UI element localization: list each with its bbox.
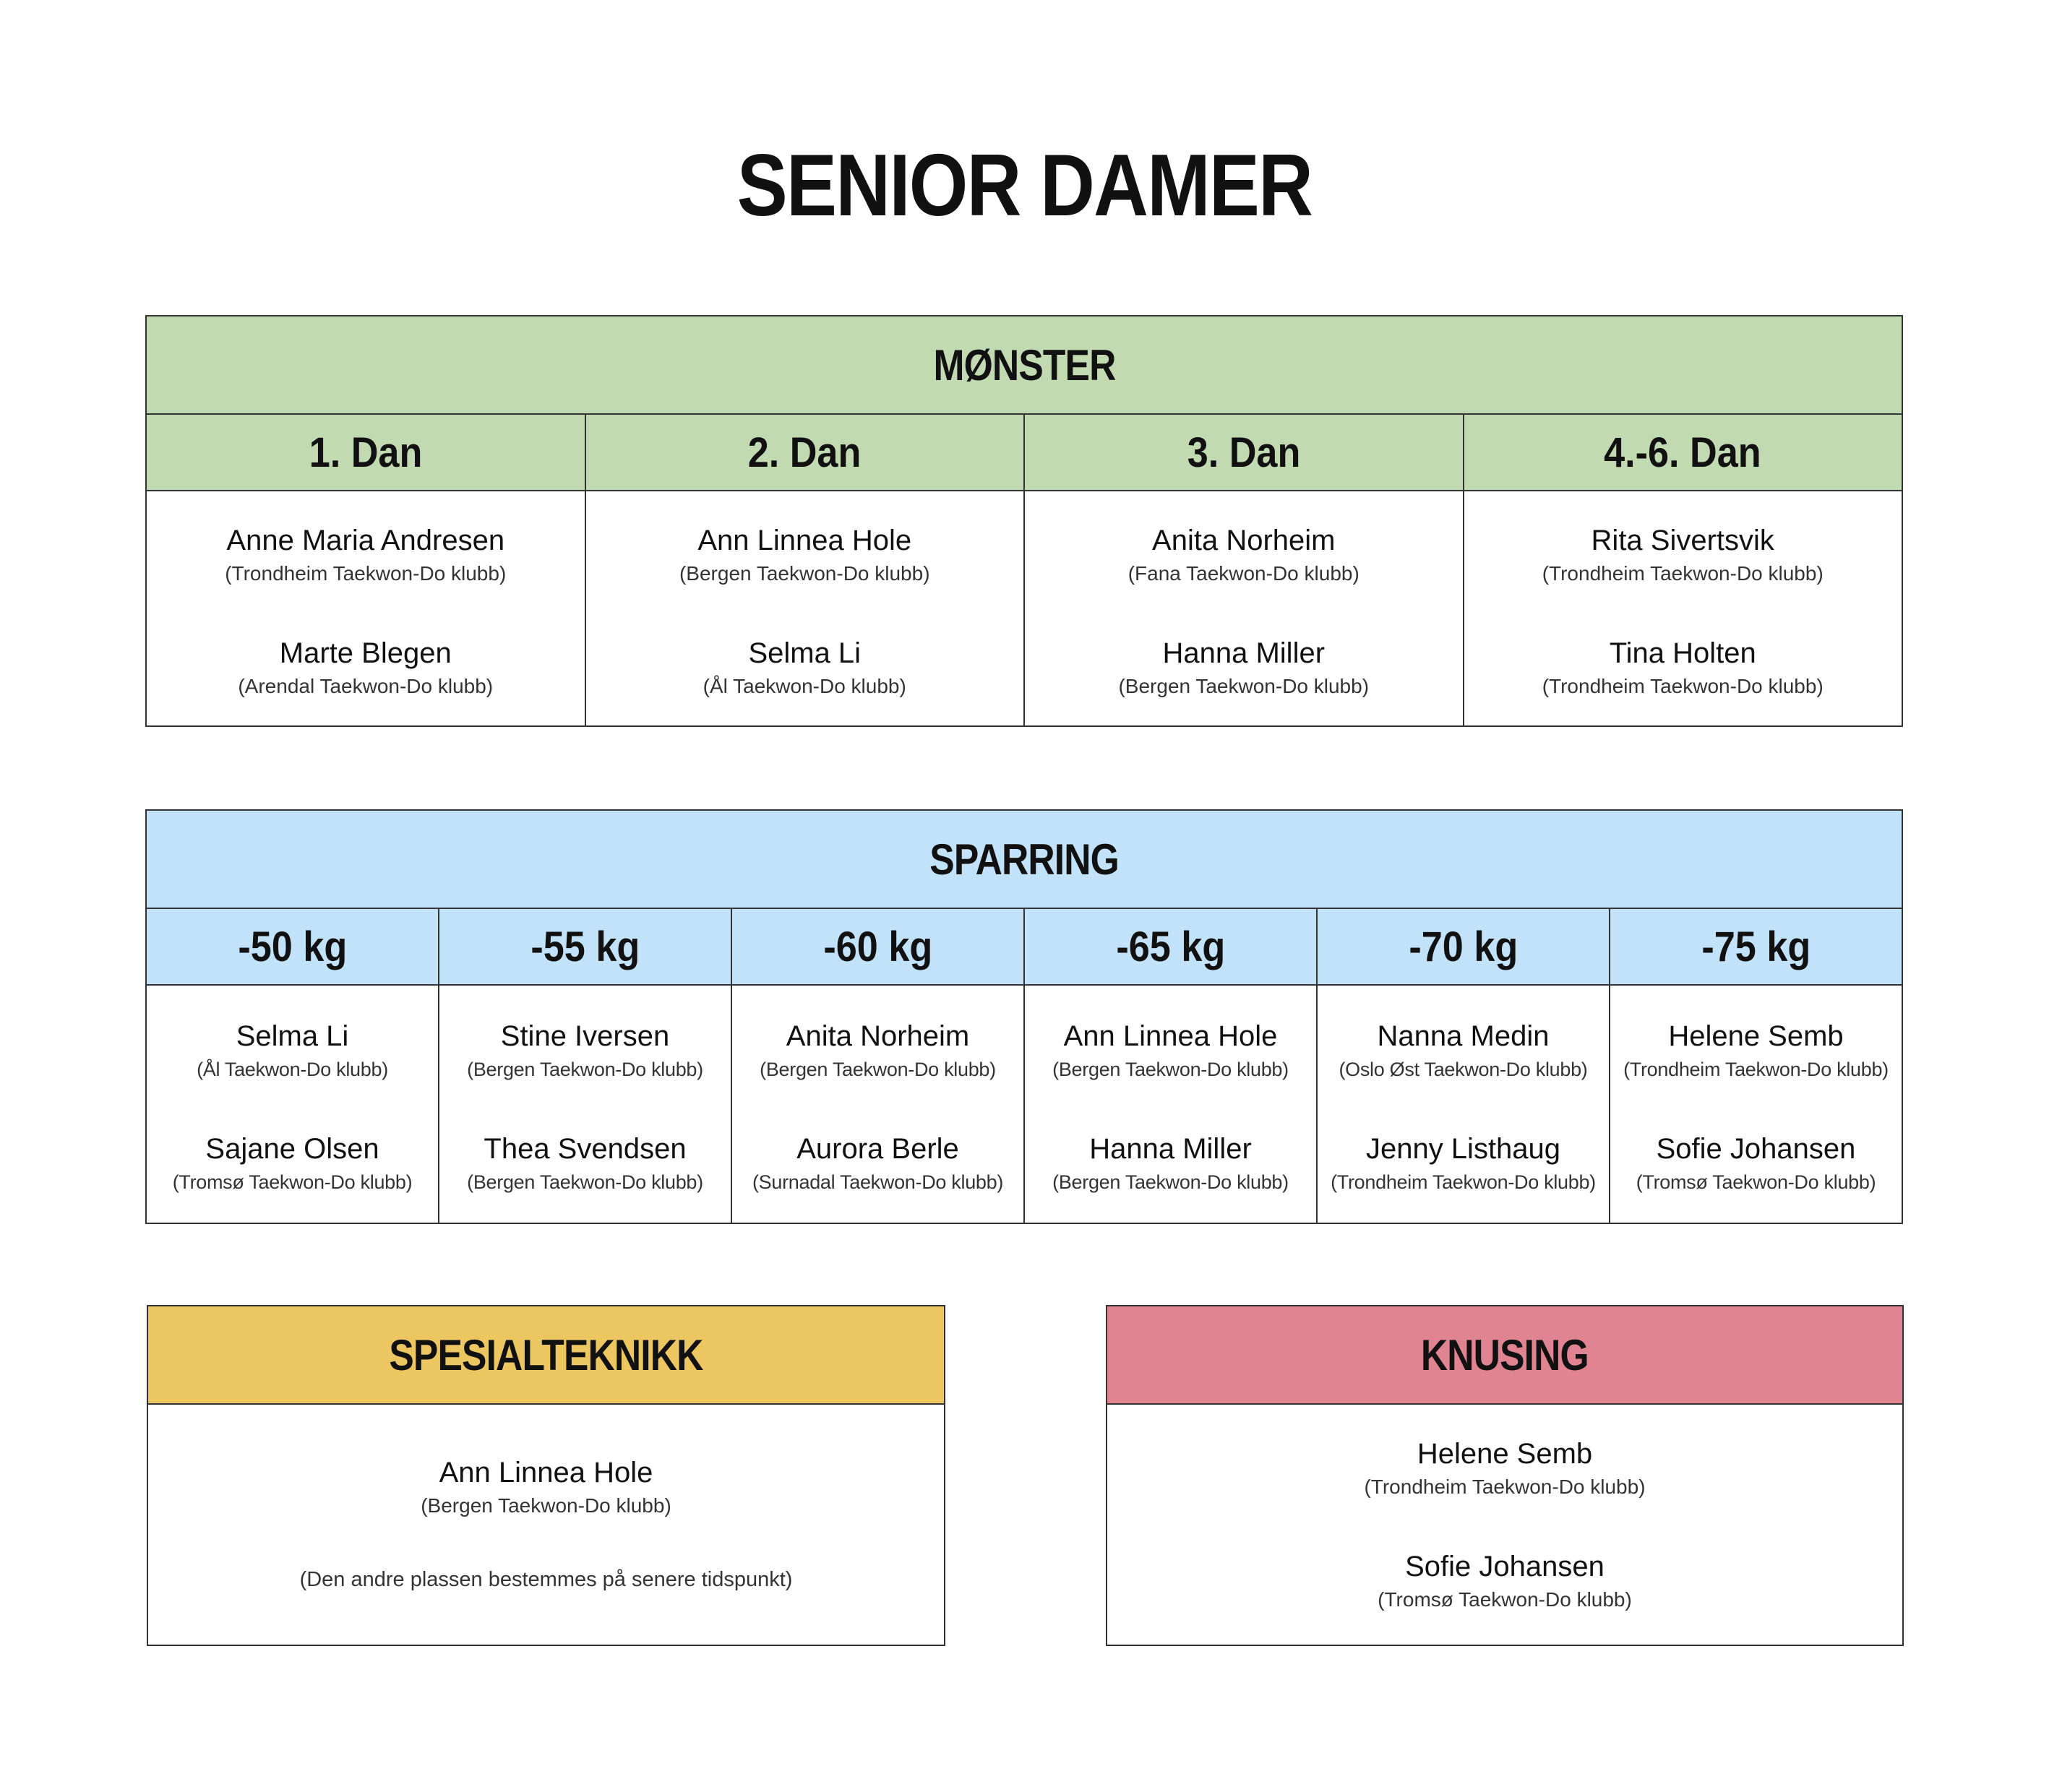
- participant-entry: [439, 1130, 731, 1197]
- monster-header: [147, 316, 1902, 415]
- participant-entry: [1318, 1130, 1609, 1197]
- participant-entry: [1610, 1130, 1902, 1197]
- sparring-col-header-75kg: -75 kg: [1701, 923, 1810, 970]
- monster-col-header-2-dan: 2. Dan: [586, 415, 1026, 490]
- participant-club: (Trondheim Taekwon-Do klubb): [225, 562, 507, 585]
- sparring-col-header-60kg: -60 kg: [732, 909, 1025, 984]
- participant-club: (Bergen Taekwon-Do klubb): [421, 1494, 671, 1517]
- participant-name: Sofie Johansen: [1656, 1133, 1856, 1165]
- participant-name: Sajane Olsen: [205, 1133, 379, 1165]
- participant-entry: [147, 1130, 438, 1197]
- participant-name: Marte Blegen: [279, 637, 452, 669]
- knusing-entries: [1107, 1405, 1902, 1645]
- participant-club: (Bergen Taekwon-Do klubb): [1052, 1171, 1289, 1193]
- sparring-col-header-55kg: -55 kg: [439, 909, 732, 984]
- knusing-cell: [1107, 1405, 1902, 1645]
- participant-name: Anne Maria Andresen: [226, 525, 505, 556]
- participant-entry: [1025, 522, 1463, 588]
- participant-name: Hanna Miller: [1162, 637, 1326, 669]
- sparring-header: [147, 811, 1902, 909]
- sparring-cell-70kg: [1318, 986, 1610, 1223]
- participant-entry: [1025, 1017, 1316, 1084]
- participant-name: Helene Semb: [1668, 1020, 1844, 1052]
- sparring-cell-60kg: [732, 986, 1025, 1223]
- participant-name: Tina Holten: [1609, 637, 1756, 669]
- monster-cell-4-6-dan: [1464, 491, 1902, 725]
- participant-entry: [1107, 1435, 1902, 1502]
- participant-club: (Bergen Taekwon-Do klubb): [1118, 675, 1370, 697]
- participant-entry: [1610, 1017, 1902, 1084]
- participant-club: (Trondheim Taekwon-Do klubb): [1364, 1476, 1646, 1498]
- participant-entry: [1318, 1017, 1609, 1084]
- sparring-section: [145, 809, 1903, 1224]
- monster-entries: [147, 491, 1902, 725]
- participant-entry: [732, 1130, 1023, 1197]
- participant-entry: [1025, 634, 1463, 701]
- participant-name: Rita Sivertsvik: [1591, 525, 1774, 556]
- spesialteknikk-header: [148, 1306, 944, 1405]
- monster-title: MØNSTER: [933, 340, 1115, 389]
- participant-name: Nanna Medin: [1377, 1020, 1550, 1052]
- participant-entry: [147, 522, 585, 588]
- participant-club: (Bergen Taekwon-Do klubb): [467, 1059, 703, 1080]
- participant-name: Selma Li: [236, 1020, 349, 1052]
- participant-name: Anita Norheim: [1152, 525, 1336, 556]
- sparring-cell-65kg: [1025, 986, 1318, 1223]
- sparring-title: SPARRING: [929, 835, 1119, 884]
- sparring-col-header-65kg: -65 kg: [1025, 909, 1318, 984]
- monster-cell-1-dan: [147, 491, 586, 725]
- participant-club: (Surnadal Taekwon-Do klubb): [752, 1171, 1004, 1193]
- sparring-cell-55kg: [439, 986, 732, 1223]
- spesialteknikk-section: [147, 1305, 945, 1646]
- knusing-section: [1106, 1305, 1904, 1646]
- participant-club: (Tromsø Taekwon-Do klubb): [172, 1171, 413, 1193]
- participant-entry: [148, 1454, 944, 1520]
- participant-club: (Trondheim Taekwon-Do klubb): [1331, 1171, 1596, 1193]
- participant-club: (Trondheim Taekwon-Do klubb): [1542, 562, 1824, 585]
- participant-club: (Fana Taekwon-Do klubb): [1127, 562, 1359, 585]
- participant-name: Sofie Johansen: [1405, 1551, 1605, 1582]
- sparring-col-header-50kg: -50 kg: [147, 909, 439, 984]
- participant-club: (Ål Taekwon-Do klubb): [197, 1059, 388, 1080]
- monster-section: [145, 315, 1903, 727]
- sparring-col-header-70kg: -70 kg: [1318, 909, 1610, 984]
- participant-entry: [1464, 634, 1902, 701]
- participant-name: Anita Norheim: [786, 1020, 970, 1052]
- participant-club: (Tromsø Taekwon-Do klubb): [1378, 1588, 1632, 1611]
- monster-column-headers: [147, 415, 1902, 491]
- participant-entry: [147, 634, 585, 701]
- participant-name: Hanna Miller: [1089, 1133, 1252, 1165]
- participant-name: Selma Li: [748, 637, 862, 669]
- participant-club: (Oslo Øst Taekwon-Do klubb): [1339, 1059, 1588, 1080]
- participant-club: (Tromsø Taekwon-Do klubb): [1636, 1171, 1876, 1193]
- participant-entry: [586, 634, 1024, 701]
- participant-entry: [1464, 522, 1902, 588]
- participant-club: (Bergen Taekwon-Do klubb): [679, 562, 930, 585]
- spesialteknikk-cell: [148, 1405, 944, 1645]
- participant-name: Ann Linnea Hole: [439, 1457, 653, 1489]
- participant-entry: [147, 1017, 438, 1084]
- participant-name: Jenny Listhaug: [1365, 1133, 1561, 1165]
- participant-club: (Bergen Taekwon-Do klubb): [1052, 1059, 1289, 1080]
- participant-club: (Bergen Taekwon-Do klubb): [760, 1059, 996, 1080]
- participant-name: Ann Linnea Hole: [697, 525, 912, 556]
- participant-entry: [732, 1017, 1023, 1084]
- monster-col-header-4-6-dan: 4.-6. Dan: [1604, 428, 1762, 476]
- participant-club: (Trondheim Taekwon-Do klubb): [1542, 675, 1824, 697]
- participant-club: (Trondheim Taekwon-Do klubb): [1623, 1059, 1889, 1080]
- participant-entry: [439, 1017, 731, 1084]
- participant-name: Ann Linnea Hole: [1063, 1020, 1278, 1052]
- participant-name: Stine Iversen: [500, 1020, 670, 1052]
- monster-cell-2-dan: [586, 491, 1026, 725]
- participant-entry: [1025, 1130, 1316, 1197]
- monster-col-header-1-dan: 1. Dan: [147, 415, 586, 490]
- sparring-cell-75kg: [1610, 986, 1902, 1223]
- participant-club: (Bergen Taekwon-Do klubb): [467, 1171, 703, 1193]
- participant-club: (Arendal Taekwon-Do klubb): [238, 675, 494, 697]
- participant-name: Aurora Berle: [796, 1133, 959, 1165]
- spesialteknikk-title: SPESIALTEKNIKK: [389, 1330, 703, 1379]
- sparring-entries: [147, 986, 1902, 1223]
- participant-name: Thea Svendsen: [484, 1133, 687, 1165]
- monster-col-header-3-dan: 3. Dan: [1025, 415, 1464, 490]
- sparring-cell-50kg: [147, 986, 439, 1223]
- sparring-column-headers: [147, 909, 1902, 986]
- knusing-title: KNUSING: [1421, 1330, 1589, 1379]
- spesialteknikk-note: (Den andre plassen bestemmes på senere tidspunkt): [299, 1568, 793, 1591]
- monster-cell-3-dan: [1025, 491, 1464, 725]
- participant-name: Helene Semb: [1417, 1438, 1593, 1470]
- page-title: SENIOR DAMER: [736, 136, 1313, 234]
- knusing-header: [1107, 1306, 1902, 1405]
- participant-entry: [586, 522, 1024, 588]
- participant-entry: [1107, 1548, 1902, 1614]
- participant-club: (Ål Taekwon-Do klubb): [703, 675, 906, 697]
- spesialteknikk-entries: [148, 1405, 944, 1645]
